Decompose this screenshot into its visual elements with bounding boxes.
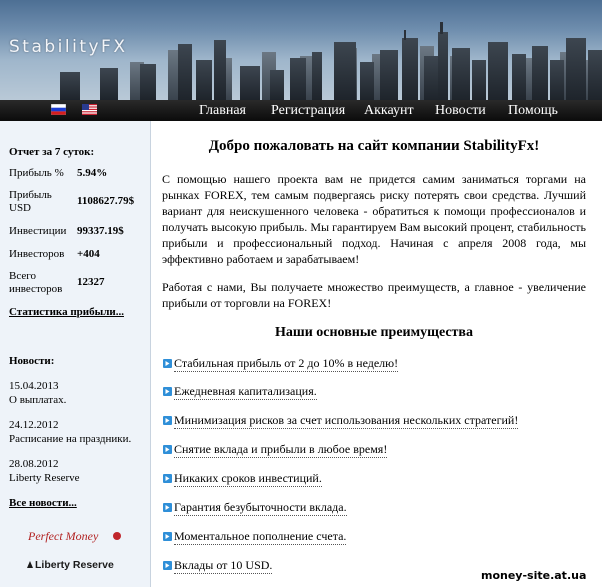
liberty-reserve-logo-text: Liberty Reserve (35, 559, 114, 571)
perfect-money-logo[interactable] (28, 528, 128, 544)
news-item-link[interactable]: О выплатах. (9, 394, 67, 406)
stat-value: +404 (77, 248, 100, 260)
site-logo[interactable]: StabilityFX (9, 37, 128, 57)
page-title: Добро пожаловать на сайт компании StabilityFx! (208, 138, 540, 154)
news-date: 15.04.2013 (9, 380, 59, 392)
nav-news[interactable]: Новости (435, 103, 486, 118)
intro-paragraph: С помощью нашего проекта вам не придется самим заниматься торгами на рынках FOREX, тем самым подвергаясь риску потерять свои средства. Лучший вариант для неискушенного человека - обратиться к помощи профессионалов и получать высокую прибыль. Мы гарантируем Вам высокий процент, стабильность прибыли и профессиональный подход. Начиная с апреля 2008 года, мы эффективно работаем и зарабатываем! (162, 172, 586, 266)
stat-label: Прибыль USD (9, 189, 52, 214)
news-date: 28.08.2012 (9, 458, 59, 470)
benefits-paragraph: Работая с нами, Вы получаете множество преимуществ, а главное - увеличение прибыли от торговли на FOREX! (162, 280, 586, 310)
news-date: 24.12.2012 (9, 419, 59, 431)
nav-registration[interactable]: Регистрация (271, 103, 346, 118)
advantage-link[interactable]: Вклады от 10 USD. (174, 558, 273, 572)
main-navigation (0, 100, 602, 121)
report-title: Отчет за 7 суток: (9, 146, 95, 158)
arrow-bullet-icon (163, 532, 172, 541)
nav-help[interactable]: Помощь (508, 103, 558, 118)
arrow-bullet-icon (163, 445, 172, 454)
stat-label: Инвесторов (9, 248, 65, 260)
stat-label: Прибыль % (9, 167, 64, 179)
arrow-bullet-icon (163, 416, 172, 425)
nav-home[interactable]: Главная (199, 103, 246, 118)
advantage-link[interactable]: Стабильная прибыль от 2 до 10% в неделю! (174, 356, 399, 370)
advantage-link[interactable]: Минимизация рисков за счет использования нескольких стратегий! (174, 413, 519, 427)
news-item-link[interactable]: Расписание на праздники. (9, 433, 132, 445)
advantage-link[interactable]: Моментальное пополнение счета. (174, 529, 347, 543)
stat-label: Всего инвесторов (9, 270, 63, 295)
advantage-link[interactable]: Никаких сроков инвестиций. (174, 471, 322, 485)
advantage-link[interactable]: Снятие вклада и прибыли в любое время! (174, 442, 388, 456)
advantages-title: Наши основные преимущества (274, 325, 473, 340)
stat-value: 99337.19$ (77, 225, 124, 237)
site-watermark: money-site.at.ua (481, 569, 587, 582)
header-banner (0, 0, 602, 100)
news-title: Новости: (9, 355, 55, 367)
news-item-link[interactable]: Liberty Reserve (9, 472, 80, 484)
advantage-link[interactable]: Гарантия безубыточности вклада. (174, 500, 347, 514)
liberty-reserve-logo[interactable] (26, 557, 126, 571)
stat-value: 12327 (77, 276, 105, 288)
all-news-link[interactable]: Все новости... (9, 497, 77, 509)
nav-account[interactable]: Аккаунт (364, 103, 414, 118)
arrow-bullet-icon (163, 503, 172, 512)
arrow-bullet-icon (163, 561, 172, 570)
profit-statistics-link[interactable]: Статистика прибыли... (9, 306, 124, 318)
arrow-bullet-icon (163, 474, 172, 483)
arrow-bullet-icon (163, 387, 172, 396)
stat-value: 5.94% (77, 167, 108, 179)
perfect-money-logo-text: Perfect Money (28, 529, 99, 543)
arrow-bullet-icon (163, 359, 172, 368)
stat-label: Инвестиции (9, 225, 67, 237)
stat-value: 1108627.79$ (77, 195, 135, 207)
advantage-link[interactable]: Ежедневная капитализация. (174, 384, 317, 398)
nav-bar (0, 100, 602, 121)
